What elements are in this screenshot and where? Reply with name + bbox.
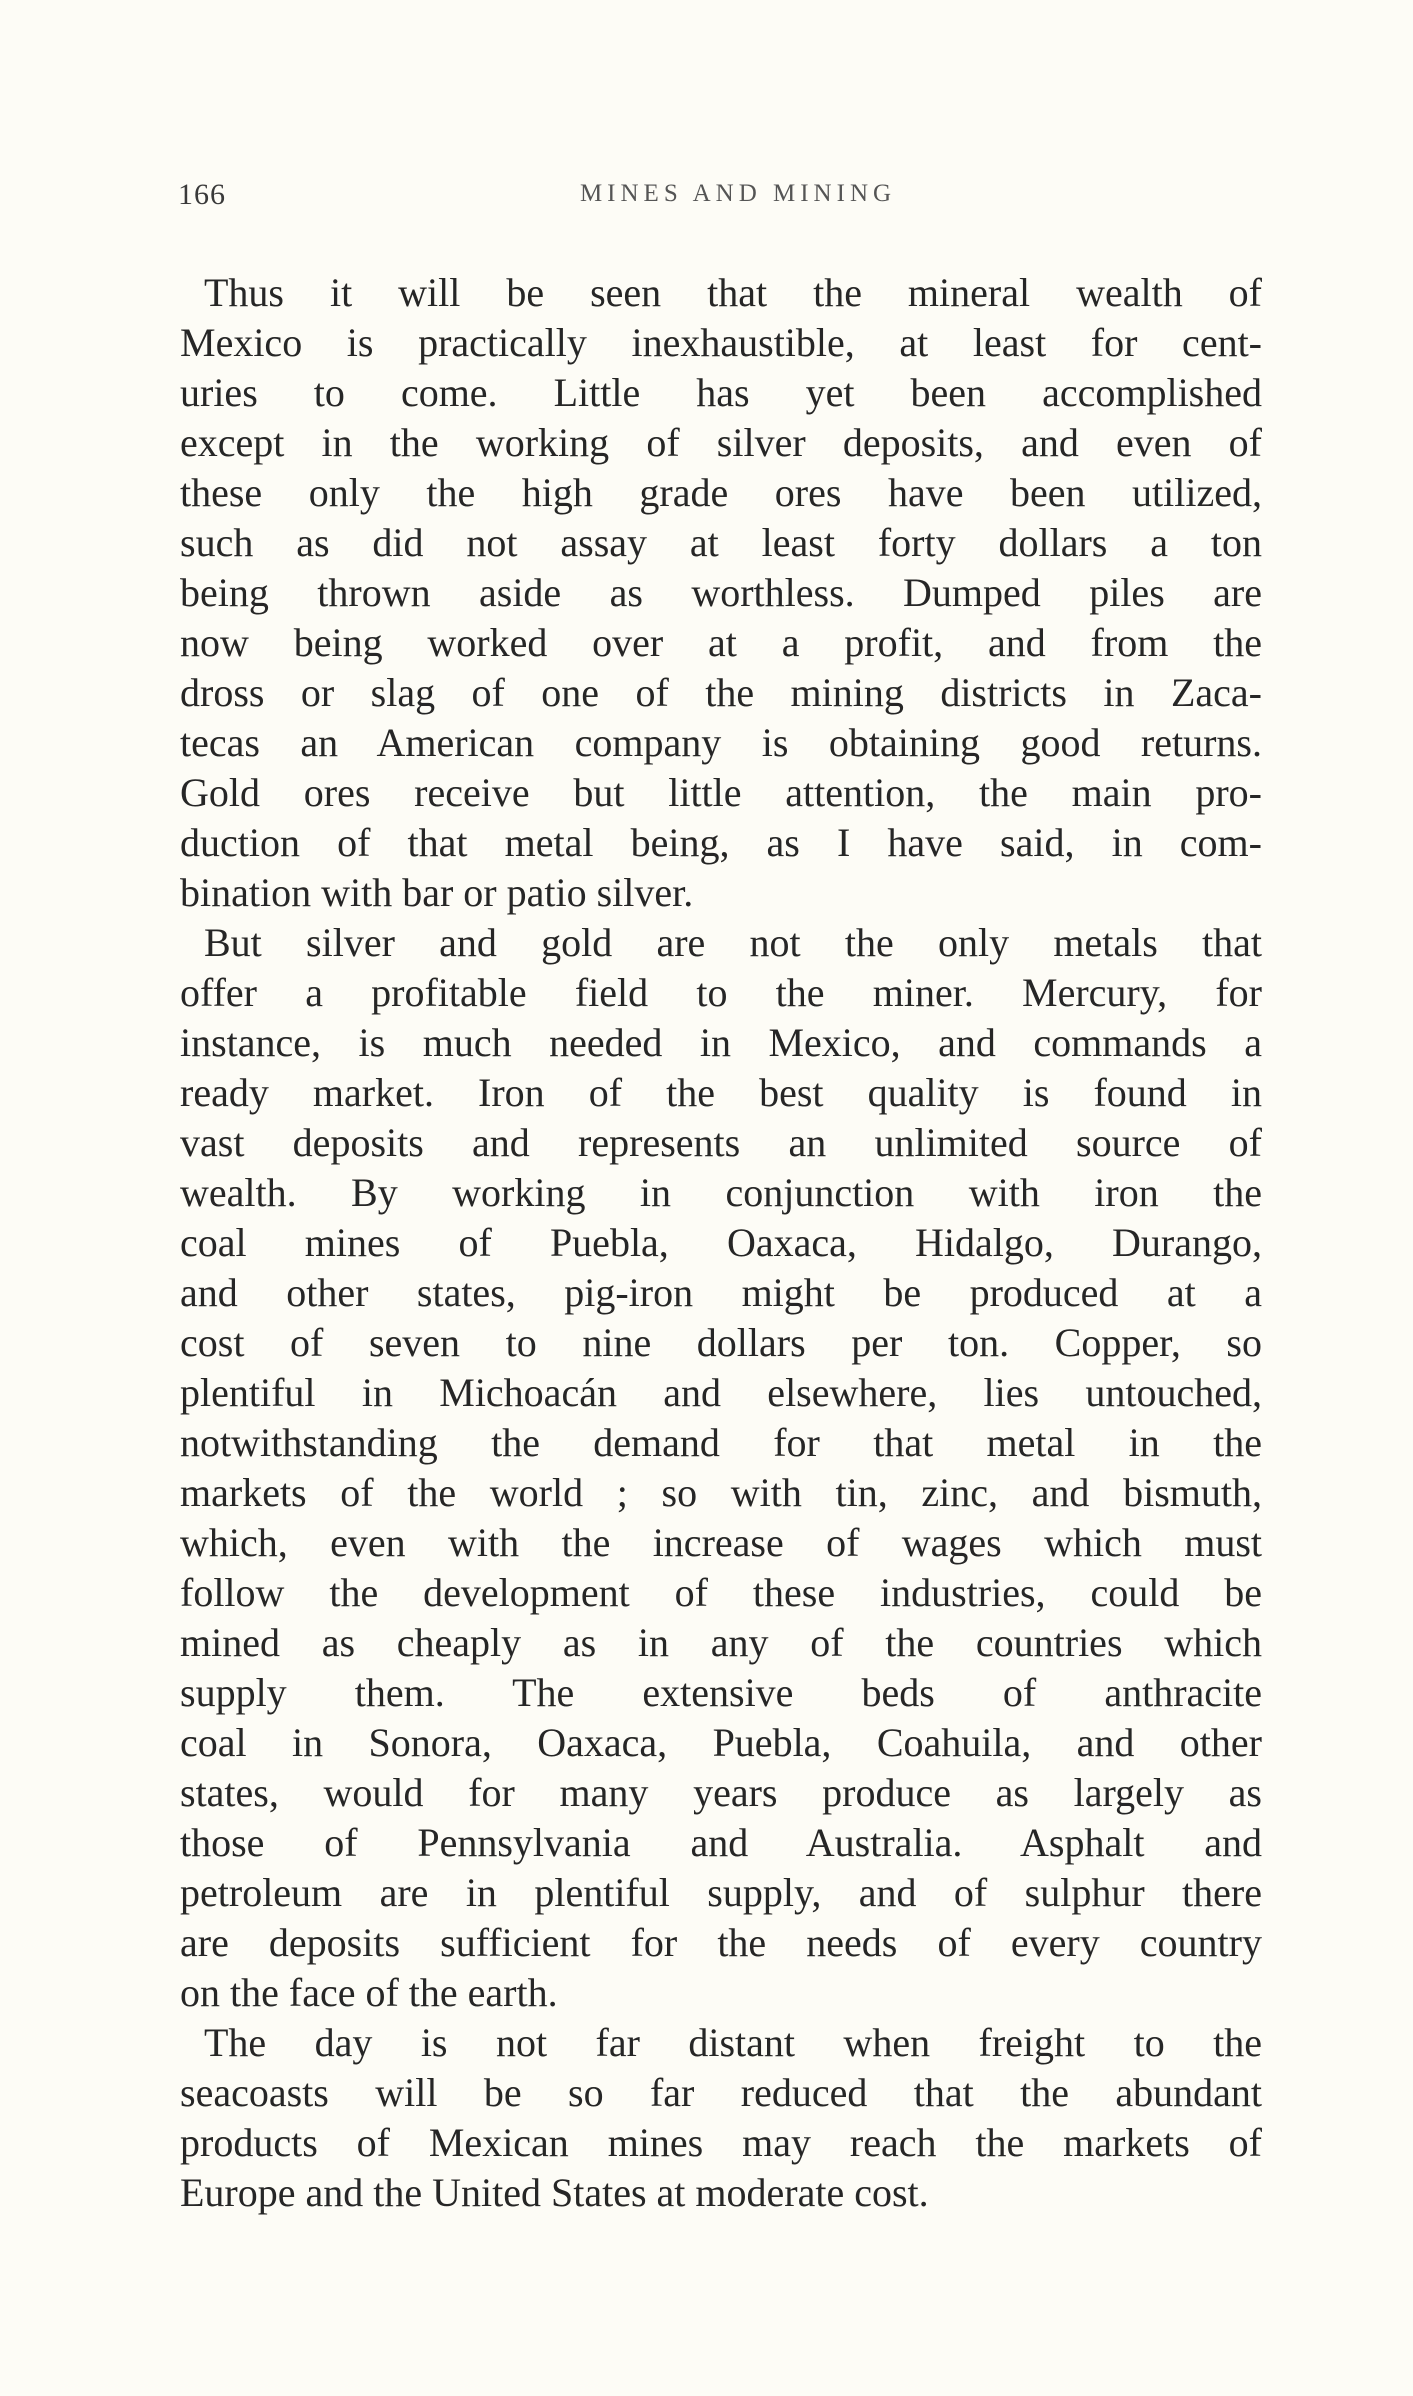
text-line: Europe and the United States at moderate cost.: [180, 2170, 929, 2215]
text-line: products of Mexican mines may reach the markets of: [180, 2120, 1262, 2165]
text-line: The day is not far distant when freight to the: [204, 2020, 1262, 2065]
text-line: are deposits sufficient for the needs of every country: [180, 1920, 1262, 1965]
text-line: vast deposits and represents an unlimited source of: [180, 1120, 1262, 1165]
text-line: ready market. Iron of the best quality is found in: [180, 1070, 1262, 1115]
page-number: 166: [178, 178, 226, 211]
text-line: offer a profitable field to the miner. Mercury, for: [180, 970, 1262, 1015]
text-line: being thrown aside as worthless. Dumped piles are: [180, 570, 1262, 615]
text-line: bination with bar or patio silver.: [180, 870, 694, 915]
text-line: these only the high grade ores have been utilized,: [180, 470, 1262, 515]
text-line: Mexico is practically inexhaustible, at least for cent-: [180, 320, 1262, 365]
text-line: wealth. By working in conjunction with iron the: [180, 1170, 1262, 1215]
text-line: notwithstanding the demand for that metal in the: [180, 1420, 1262, 1465]
text-line: mined as cheaply as in any of the countries which: [180, 1620, 1262, 1665]
text-line: on the face of the earth.: [180, 1970, 558, 2015]
text-line: coal mines of Puebla, Oaxaca, Hidalgo, Durango,: [180, 1220, 1262, 1265]
body-text: [180, 268, 1262, 2218]
text-line: Gold ores receive but little attention, the main pro-: [180, 770, 1262, 815]
paragraph: [180, 918, 1262, 2018]
text-line: cost of seven to nine dollars per ton. Copper, so: [180, 1320, 1262, 1365]
text-line: supply them. The extensive beds of anthracite: [180, 1670, 1262, 1715]
text-line: petroleum are in plentiful supply, and of sulphur there: [180, 1870, 1262, 1915]
text-line: such as did not assay at least forty dollars a ton: [180, 520, 1262, 565]
text-line: and other states, pig-iron might be produced at a: [180, 1270, 1262, 1315]
text-line: dross or slag of one of the mining districts in Zaca-: [180, 670, 1262, 715]
text-line: except in the working of silver deposits, and even of: [180, 420, 1262, 465]
text-line: instance, is much needed in Mexico, and commands a: [180, 1020, 1262, 1065]
text-line: which, even with the increase of wages which must: [180, 1520, 1262, 1565]
text-line: coal in Sonora, Oaxaca, Puebla, Coahuila, and other: [180, 1720, 1262, 1765]
paragraph: [180, 2018, 1262, 2218]
running-head: MINES AND MINING: [579, 180, 897, 207]
paragraph: [180, 268, 1262, 918]
text-line: markets of the world ; so with tin, zinc, and bismuth,: [180, 1470, 1262, 1515]
text-line: But silver and gold are not the only metals that: [204, 920, 1262, 965]
text-line: states, would for many years produce as largely as: [180, 1770, 1262, 1815]
text-line: Thus it will be seen that the mineral wealth of: [204, 270, 1262, 315]
text-line: those of Pennsylvania and Australia. Asphalt and: [180, 1820, 1262, 1865]
text-line: follow the development of these industries, could be: [180, 1570, 1262, 1615]
page-header: [178, 178, 1258, 218]
text-line: uries to come. Little has yet been accomplished: [180, 370, 1262, 415]
text-line: plentiful in Michoacán and elsewhere, lies untouched,: [180, 1370, 1262, 1415]
text-line: duction of that metal being, as I have said, in com-: [180, 820, 1262, 865]
text-line: seacoasts will be so far reduced that the abundant: [180, 2070, 1262, 2115]
text-line: tecas an American company is obtaining good returns.: [180, 720, 1262, 765]
text-line: now being worked over at a profit, and from the: [180, 620, 1262, 665]
